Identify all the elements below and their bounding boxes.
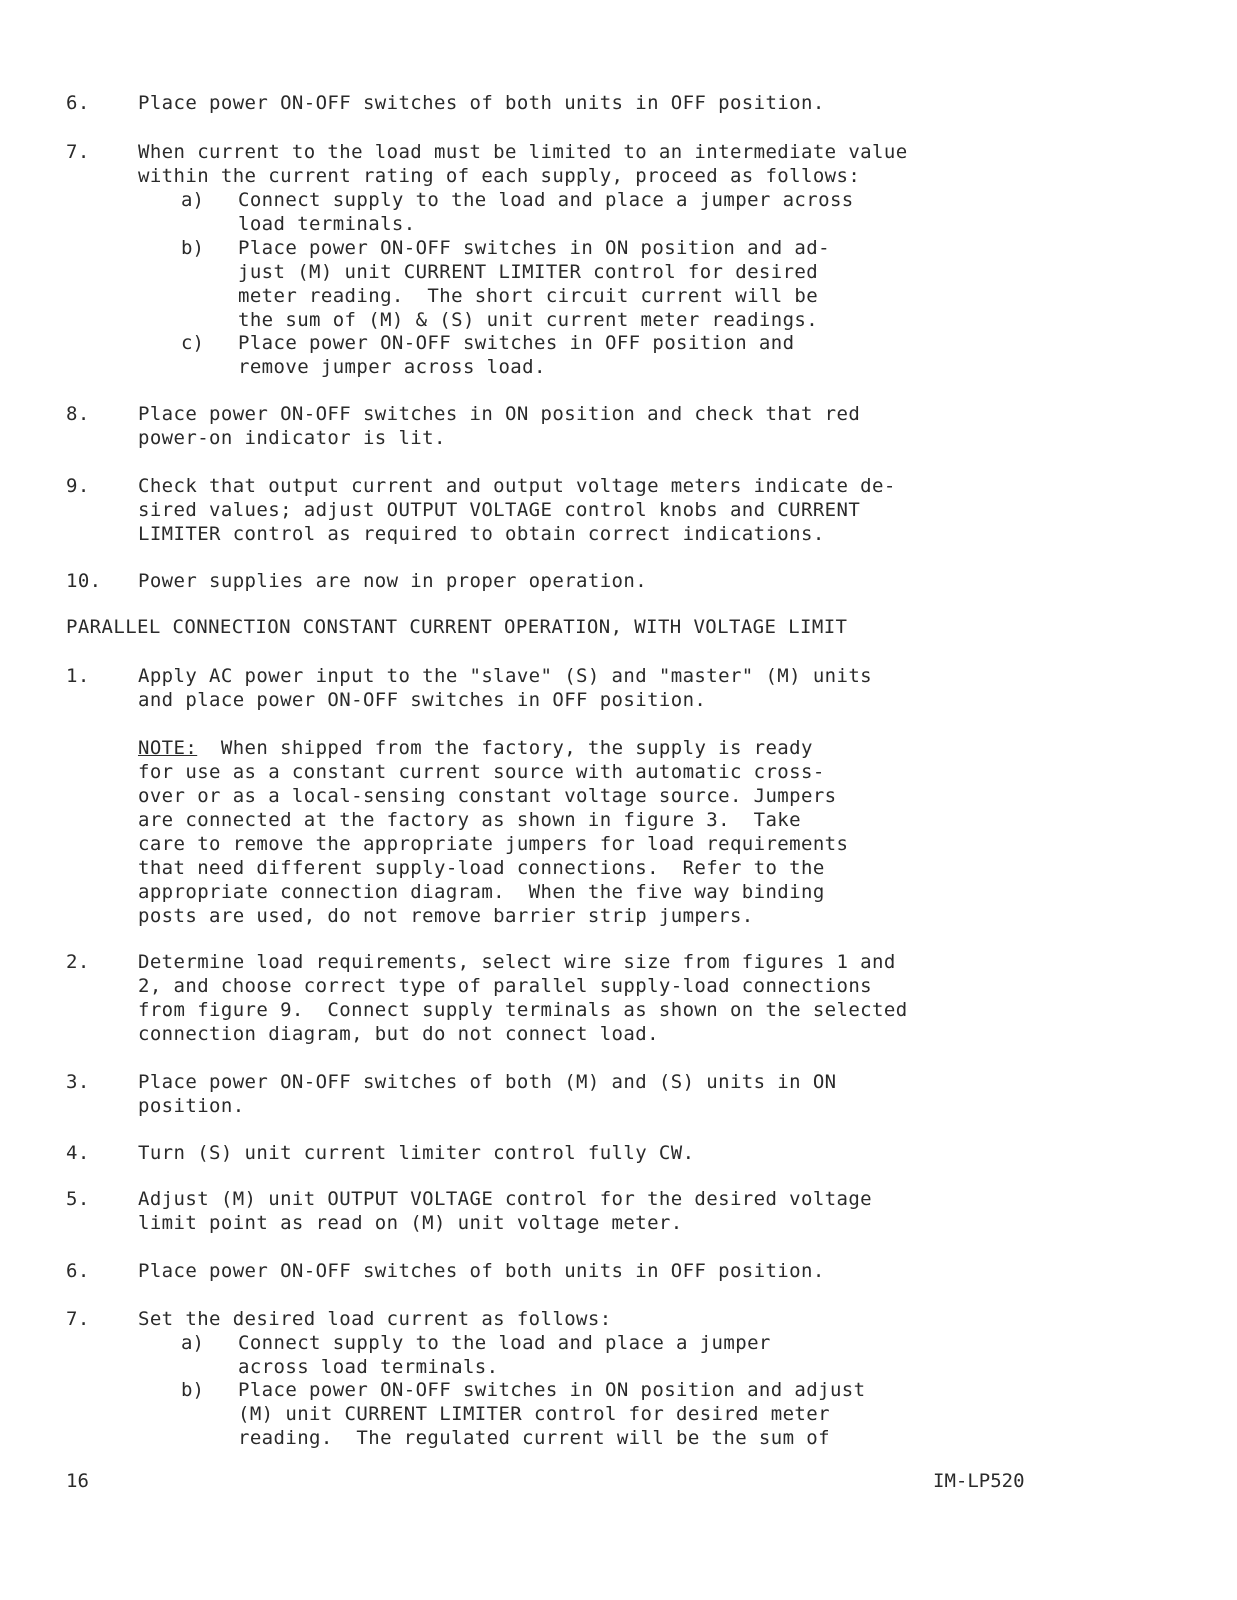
text-line: are connected at the factory as shown in figure 3. Take (138, 809, 801, 831)
text-line: posts are used, do not remove barrier strip jumpers. (138, 905, 754, 927)
note-first-line-text: When shipped from the factory, the supply is ready (197, 737, 813, 759)
text-line: Adjust (M) unit OUTPUT VOLTAGE control for the desired voltage (138, 1188, 873, 1210)
text-line: Place power ON-OFF switches of both units in OFF position. (138, 92, 825, 114)
text-line: Apply AC power input to the "slave" (S) and "master" (M) units (138, 665, 873, 687)
substep-text (238, 1378, 865, 1450)
step-number: 9. (66, 475, 90, 497)
substep-text (238, 1331, 771, 1379)
step-text (138, 664, 872, 712)
text-line: power-on indicator is lit. (138, 427, 446, 449)
text-line: that need different supply-load connections. Refer to the (138, 857, 825, 879)
text-line: for use as a constant current source with automatic cross- (138, 761, 825, 783)
note-block (138, 736, 848, 928)
step-number: 10. (66, 570, 102, 592)
step-number: 5. (66, 1188, 90, 1210)
document-id: IM-LP520 (933, 1470, 1025, 1492)
text-line: (M) unit CURRENT LIMITER control for desired meter (238, 1403, 830, 1425)
text-line: Determine load requirements, select wire size from figures 1 and (138, 951, 896, 973)
step-number: 4. (66, 1142, 90, 1164)
step-number: 1. (66, 665, 90, 687)
note-first-line (138, 736, 848, 760)
text-line: appropriate connection diagram. When the five way binding (138, 881, 825, 903)
text-line: position. (138, 1095, 245, 1117)
text-line: within the current rating of each supply, proceed as follows: (138, 165, 861, 187)
text-line: Check that output current and output voltage meters indicate de- (138, 475, 896, 497)
text-line: connection diagram, but do not connect load. (138, 1023, 659, 1045)
text-line: When current to the load must be limited to an intermediate value (138, 141, 908, 163)
step-number: 7. (66, 141, 90, 163)
step-number: 3. (66, 1071, 90, 1093)
text-line: Place power ON-OFF switches of both units in OFF position. (138, 1260, 825, 1282)
substep-label: a) (181, 1332, 204, 1354)
step-text (138, 140, 908, 188)
step-text (138, 402, 860, 450)
substep-label: a) (181, 189, 204, 211)
text-line: across load terminals. (238, 1356, 499, 1378)
text-line: Place power ON-OFF switches in ON position and ad- (238, 237, 830, 259)
step-text (138, 1259, 825, 1283)
text-line: limit point as read on (M) unit voltage meter. (138, 1212, 683, 1234)
text-line: Turn (S) unit current limiter control fully CW. (138, 1142, 695, 1164)
substep-label: c) (181, 332, 204, 354)
step-text (138, 950, 908, 1046)
page-number: 16 (66, 1470, 89, 1492)
text-line: and place power ON-OFF switches in OFF position. (138, 689, 707, 711)
text-line: reading. The regulated current will be the sum of (238, 1427, 830, 1449)
text-line: sired values; adjust OUTPUT VOLTAGE control knobs and CURRENT (138, 499, 861, 521)
step-number: 8. (66, 403, 90, 425)
step-number: 6. (66, 1260, 90, 1282)
substep-label: b) (181, 1379, 204, 1401)
section-heading: PARALLEL CONNECTION CONSTANT CURRENT OPERATION, WITH VOLTAGE LIMIT (66, 616, 848, 638)
text-line: 2, and choose correct type of parallel supply-load connections (138, 975, 873, 997)
text-line: Connect supply to the load and place a jumper across (238, 189, 854, 211)
text-line: Place power ON-OFF switches in OFF position and (238, 332, 795, 354)
text-line: Place power ON-OFF switches in ON position and check that red (138, 403, 861, 425)
text-line: just (M) unit CURRENT LIMITER control for desired (238, 261, 819, 283)
text-line: load terminals. (238, 213, 416, 235)
text-line: LIMITER control as required to obtain correct indications. (138, 523, 825, 545)
substep-text (238, 331, 794, 379)
text-line: from figure 9. Connect supply terminals as shown on the selected (138, 999, 908, 1021)
step-number: 2. (66, 951, 90, 973)
step-number: 7. (66, 1308, 90, 1330)
step-text (138, 474, 896, 546)
substep-label: b) (181, 237, 204, 259)
note-label: NOTE: (138, 737, 198, 759)
step-text (138, 1141, 694, 1165)
text-line: Place power ON-OFF switches of both (M) and (S) units in ON (138, 1071, 837, 1093)
text-line: Set the desired load current as follows: (138, 1308, 612, 1330)
step-text (138, 569, 647, 593)
step-text (138, 1187, 872, 1235)
step-text (138, 91, 825, 115)
text-line: Power supplies are now in proper operation. (138, 570, 648, 592)
text-line: the sum of (M) & (S) unit current meter readings. (238, 309, 819, 331)
text-line: Connect supply to the load and place a jumper (238, 1332, 771, 1354)
step-number: 6. (66, 92, 90, 114)
text-line: remove jumper across load. (238, 356, 546, 378)
step-text (138, 1307, 612, 1331)
substep-text (238, 236, 830, 332)
text-line: Place power ON-OFF switches in ON position and adjust (238, 1379, 866, 1401)
substep-text (238, 188, 854, 236)
text-line: care to remove the appropriate jumpers for load requirements (138, 833, 849, 855)
text-line: over or as a local-sensing constant voltage source. Jumpers (138, 785, 837, 807)
text-line: meter reading. The short circuit current will be (238, 285, 819, 307)
step-text (138, 1070, 837, 1118)
